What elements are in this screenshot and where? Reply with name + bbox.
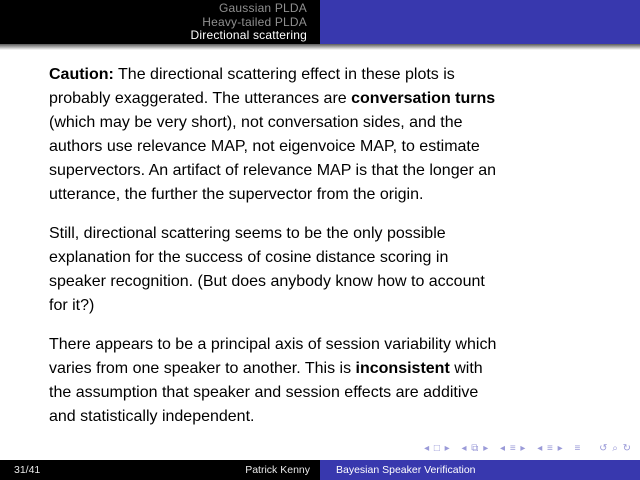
footer-title-panel <box>320 460 640 480</box>
text-line: explanation for the success of cosine distance scoring in <box>49 249 449 266</box>
paragraph <box>49 333 609 429</box>
text-line: utterance, the further the supervector from the origin. <box>49 186 424 203</box>
author-name: Patrick Kenny <box>245 464 310 476</box>
text-line: There appears to be a principal axis of session variability which <box>49 336 497 353</box>
text-line: varies from one speaker to another. This is inconsistent with <box>49 360 483 377</box>
back-find-forward-icons[interactable]: ↺ ⌕ ↻ <box>599 443 632 454</box>
footer-author-panel <box>0 460 320 480</box>
text-line: probably exaggerated. The utterances are conversation turns <box>49 90 496 107</box>
frame-nav-icons[interactable]: ◂ ⧉ ▸ <box>461 443 490 454</box>
frame-number: 31/41 <box>14 464 41 476</box>
text-line: the assumption that speaker and session effects are additive <box>49 384 479 401</box>
text-line: Caution: The directional scattering effect in these plots is <box>49 66 455 83</box>
text-line: speaker recognition. (But does anybody know how to account <box>49 273 485 290</box>
header-nav-item-gaussian-plda[interactable]: Gaussian PLDA <box>219 1 307 15</box>
text-line: and statistically independent. <box>49 408 255 425</box>
presentation-icon[interactable]: ≡ <box>574 443 582 454</box>
text-line: for it?) <box>49 297 95 314</box>
navigation-symbols-bar <box>417 443 632 455</box>
paragraph <box>49 63 609 207</box>
slide-nav-icons[interactable]: ◂ □ ▸ <box>424 443 451 454</box>
header-nav-panel <box>0 0 320 44</box>
subsection-nav-icons[interactable]: ◂ ≡ ▸ <box>500 443 527 454</box>
header-nav-item-directional-scattering[interactable]: Directional scattering <box>190 28 307 42</box>
presentation-title: Bayesian Speaker Verification <box>336 464 476 476</box>
slide-header <box>0 0 640 44</box>
header-nav-item-heavy-tailed-plda[interactable]: Heavy-tailed PLDA <box>202 14 307 29</box>
text-line: authors use relevance MAP, not eigenvoice MAP, to estimate <box>49 138 480 155</box>
text-line: (which may be very short), not conversation sides, and the <box>49 114 463 131</box>
section-nav-icons[interactable]: ◂ ≡ ▸ <box>537 443 564 454</box>
slide-footer <box>0 460 640 480</box>
slide-content <box>49 63 609 429</box>
text-line: supervectors. An artifact of relevance MAP is that the longer an <box>49 162 497 179</box>
text-line: Still, directional scattering seems to be the only possible <box>49 225 446 242</box>
paragraph <box>49 222 609 318</box>
header-accent-panel <box>320 0 640 44</box>
header-shadow <box>0 44 640 50</box>
